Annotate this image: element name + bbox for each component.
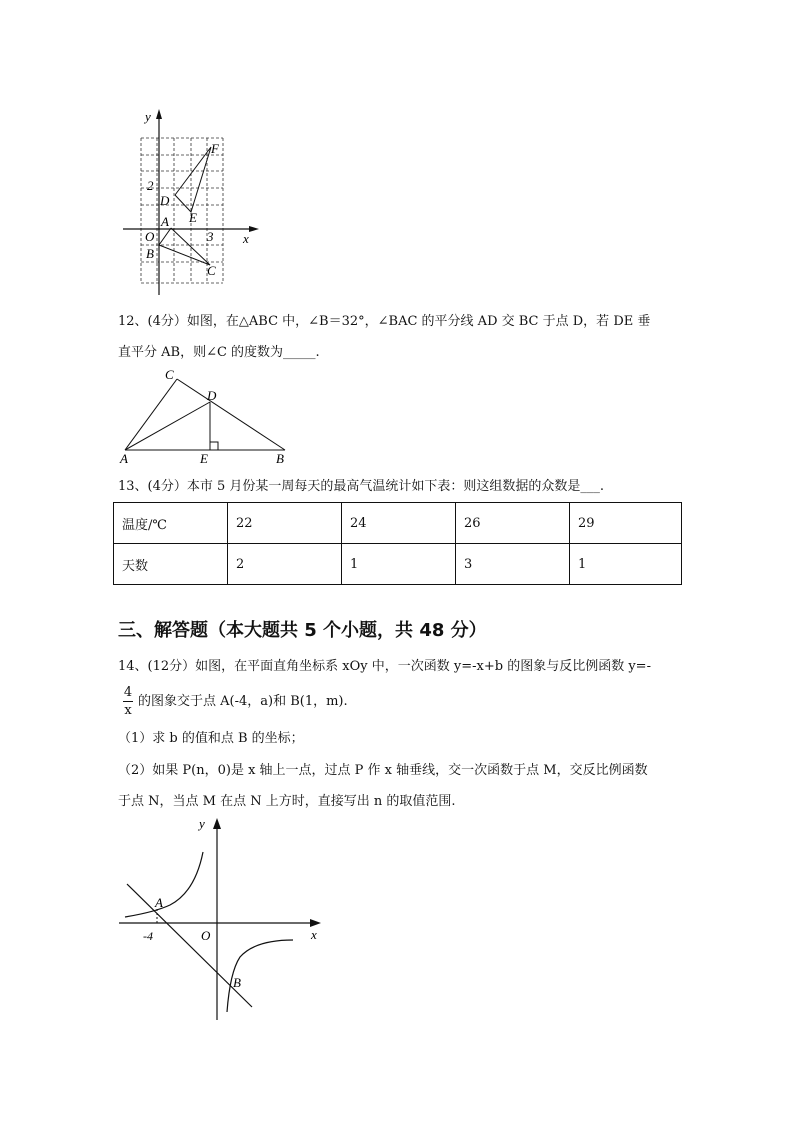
figure-function-graph <box>115 812 330 1027</box>
fig1-axis-y: y <box>145 109 151 124</box>
fig1-label-O: O <box>145 229 155 244</box>
q14-line1: 14、(12分）如图，在平面直角坐标系 xOy 中，一次函数 y=-x+b 的图象与反比例函数 y=- <box>118 659 651 674</box>
q14-label-O: O <box>201 928 211 943</box>
q14-part1: （1）求 b 的值和点 B 的坐标； <box>118 731 304 746</box>
table-cell: 3 <box>456 544 570 585</box>
fig1-label-D: D <box>160 193 170 208</box>
table-cell: 天数 <box>114 544 228 585</box>
table-cell: 29 <box>570 503 682 544</box>
table-cell: 22 <box>228 503 342 544</box>
fig1-label-3: 3 <box>207 229 214 244</box>
fraction-denominator: x <box>124 703 132 718</box>
q12-line1: 12、(4分）如图，在△ABC 中，∠B＝32°，∠BAC 的平分线 AD 交 BC 于点 D，若 DE 垂 <box>118 314 651 329</box>
fig1-label-B: B <box>146 246 154 261</box>
q14-label-neg4: -4 <box>143 929 153 943</box>
figure-triangle-abc <box>115 362 300 467</box>
fig1-label-2: 2 <box>147 178 154 193</box>
q14-label-B: B <box>233 975 241 990</box>
q14-part2-line2: 于点 N，当点 M 在点 N 上方时，直接写出 n 的取值范围. <box>118 794 456 809</box>
table-cell: 2 <box>228 544 342 585</box>
q12-label-B: B <box>276 451 284 466</box>
q14-part2-line1: （2）如果 P(n，0)是 x 轴上一点，过点 P 作 x 轴垂线，交一次函数于点 M，交反比例函数 <box>118 763 648 778</box>
table-cell: 1 <box>570 544 682 585</box>
fig1-axis-x: x <box>243 231 249 246</box>
table-cell: 1 <box>342 544 456 585</box>
fig1-label-C: C <box>207 263 216 278</box>
table-row <box>114 544 682 585</box>
q12-line2: 直平分 AB，则∠C 的度数为_____. <box>118 345 320 360</box>
q12-label-D: D <box>207 388 217 403</box>
q13-text: 13、(4分）本市 5 月份某一周每天的最高气温统计如下表：则这组数据的众数是___. <box>118 479 605 494</box>
q12-label-E: E <box>200 451 208 466</box>
temperature-table <box>113 502 682 585</box>
q14-axis-x: x <box>311 927 317 942</box>
q14-label-A: A <box>155 895 163 910</box>
fraction-numerator: 4 <box>123 685 133 700</box>
table-row <box>114 503 682 544</box>
fig1-label-F: F <box>211 141 219 156</box>
figure-grid-points <box>115 105 265 300</box>
q14-line2: 的图象交于点 A(-4，a)和 B(1，m). <box>138 694 348 709</box>
table-cell: 温度/℃ <box>114 503 228 544</box>
table-cell: 24 <box>342 503 456 544</box>
fraction-4-over-x <box>123 685 133 718</box>
fig1-label-E: E <box>189 210 197 225</box>
table-cell: 26 <box>456 503 570 544</box>
q12-label-C: C <box>165 367 174 382</box>
fig1-label-A: A <box>161 214 169 229</box>
q14-axis-y: y <box>199 816 205 831</box>
q12-label-A: A <box>120 451 128 466</box>
section-title: 三、解答题（本大题共 5 个小题，共 48 分） <box>118 620 487 641</box>
